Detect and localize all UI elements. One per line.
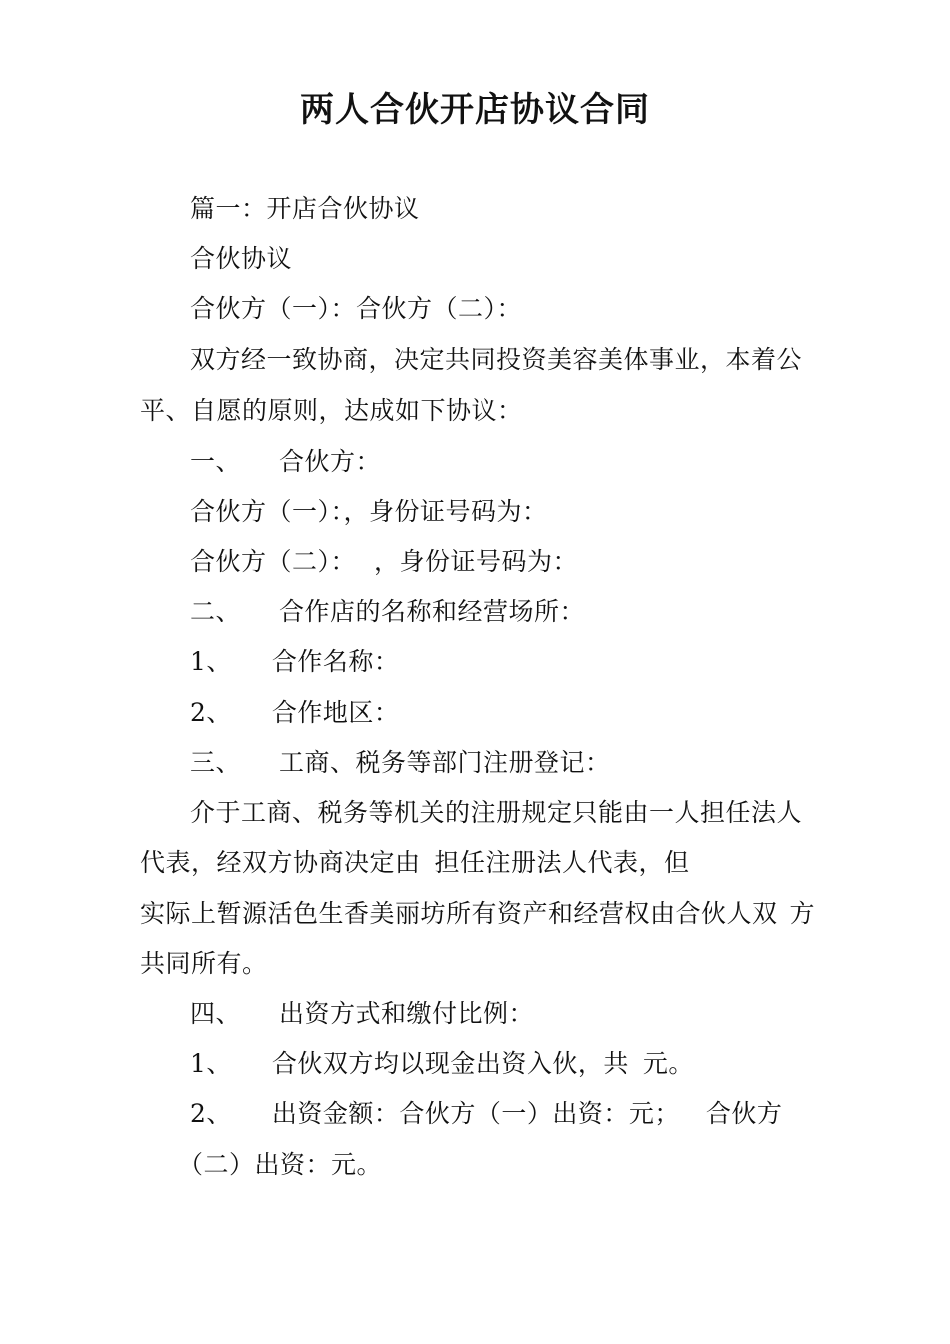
section-label: 出资方式和缴付比例： — [279, 999, 535, 1028]
section-label: 合作店的名称和经营场所： — [279, 597, 586, 626]
list-item — [190, 1048, 694, 1080]
text-segment: 合伙双方均以现金出资入伙，共 — [271, 1049, 629, 1078]
paragraph-line: 共同所有。 — [140, 949, 268, 978]
paragraph-line: 双方经一致协商，决定共同投资美容美体事业，本着公 — [190, 345, 803, 374]
paragraph-line — [190, 546, 578, 578]
paragraph-line: 平、自愿的原则，达成如下协议： — [140, 396, 523, 425]
text-segment: 实际上暂源活色生香美丽坊所有资产和经营权由合伙人双 — [140, 899, 778, 928]
list-item — [190, 646, 399, 678]
item-number: 1、 — [190, 647, 232, 676]
item-number: 2、 — [190, 1099, 232, 1128]
list-item — [190, 697, 399, 729]
text-segment: 出资金额：合伙方（一）出资：元； — [271, 1099, 680, 1128]
section-number: 四、 — [190, 999, 242, 1028]
list-item — [190, 1098, 782, 1130]
section-heading — [190, 998, 534, 1030]
section-number: 二、 — [190, 597, 242, 626]
paragraph-line: 篇一：开店合伙协议 — [190, 194, 420, 223]
paragraph-line: （二）出资：元。 — [178, 1150, 383, 1179]
item-number: 2、 — [190, 698, 232, 727]
section-number: 三、 — [190, 748, 242, 777]
text-segment: 代表，经双方协商决定由 — [140, 848, 421, 877]
section-heading — [190, 747, 611, 779]
item-number: 1、 — [190, 1049, 232, 1078]
section-heading — [190, 446, 381, 478]
section-label: 合伙方： — [279, 447, 382, 476]
document-title: 两人合伙开店协议合同 — [300, 90, 650, 130]
paragraph-line: 合伙方（一）：合伙方（二）： — [190, 294, 523, 323]
paragraph-line: 介于工商、税务等机关的注册规定只能由一人担任法人 — [190, 798, 803, 827]
paragraph-line: 合伙协议 — [190, 244, 293, 273]
item-label: 合作地区： — [271, 698, 400, 727]
section-heading — [190, 596, 585, 628]
paragraph-line: 合伙方（一）：，身份证号码为： — [190, 497, 548, 526]
text-segment: 方 — [789, 899, 816, 928]
paragraph-line — [140, 898, 815, 930]
text-segment: 担任注册法人代表，但 — [434, 848, 690, 877]
text-segment: 合伙方 — [705, 1099, 783, 1128]
text-segment: 合伙方（二）： — [190, 547, 357, 576]
paragraph-line — [140, 847, 690, 879]
text-segment: ，身份证号码为： — [374, 547, 579, 576]
section-number: 一、 — [190, 447, 242, 476]
section-label: 工商、税务等部门注册登记： — [279, 748, 611, 777]
item-label: 合作名称： — [271, 647, 400, 676]
text-segment: 元。 — [642, 1049, 694, 1078]
